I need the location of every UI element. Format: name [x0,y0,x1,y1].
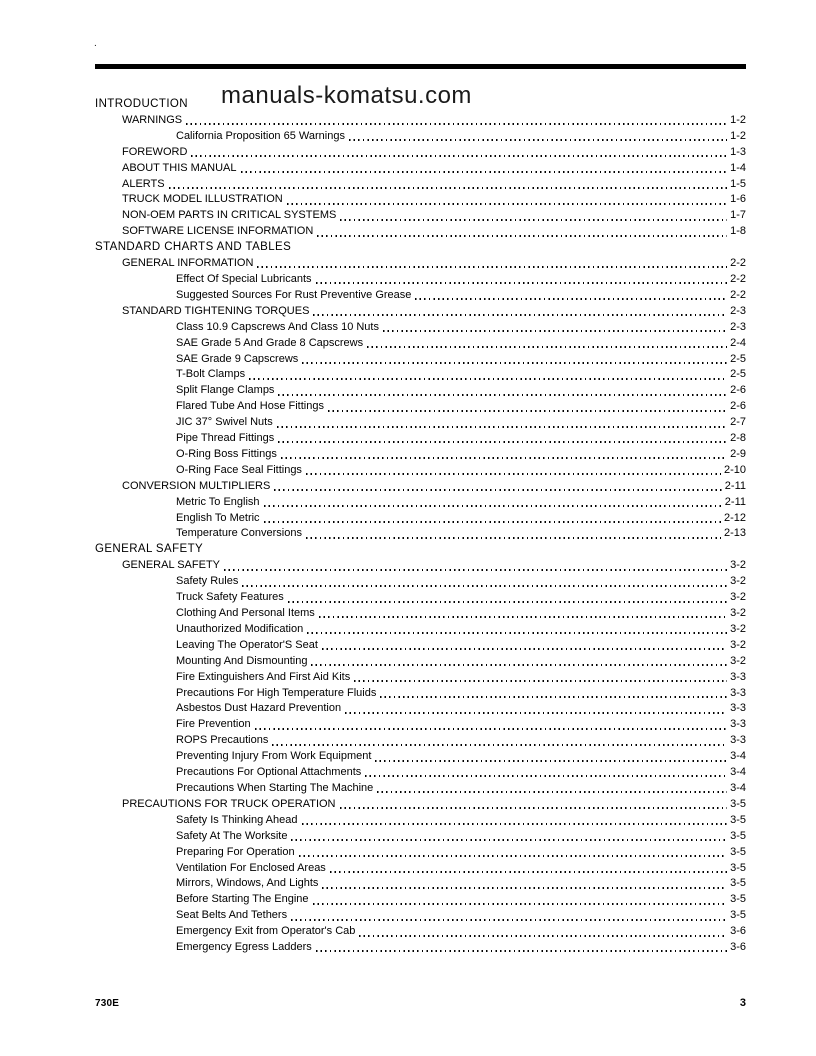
dot-leader [169,187,728,189]
toc-entry-label: California Proposition 65 Warnings [176,129,345,142]
toc-entry [95,399,746,415]
toc-entry [95,829,746,845]
toc-entry-label: Fire Prevention [176,718,251,731]
dot-leader [186,123,727,125]
toc-entry [95,574,746,590]
toc-entry-label: Preparing For Operation [176,845,295,858]
toc-entry [95,304,746,320]
toc [95,97,746,956]
toc-entry-page: 3-4 [730,750,746,763]
toc-entry [95,686,746,702]
toc-entry-page: 2-3 [730,320,746,333]
dot-leader [322,648,727,650]
toc-entry-page: 3-4 [730,781,746,794]
dot-leader [287,203,727,205]
toc-entry-page: 2-2 [730,288,746,301]
toc-entry-label: Suggested Sources For Rust Preventive Grease [176,288,412,301]
toc-entry-page: 2-2 [730,272,746,285]
toc-entry [95,733,746,749]
toc-entry [95,797,746,813]
toc-entry-label: O-Ring Boss Fittings [176,447,277,460]
dot-leader [316,282,728,284]
toc-entry-label: Split Flange Clamps [176,384,275,397]
toc-entry-label: Fire Extinguishers And First Aid Kits [176,670,351,683]
dot-leader [365,775,727,777]
toc-entry-page: 3-3 [730,718,746,731]
toc-entry-page: 2-11 [724,495,746,508]
toc-entry [95,256,746,272]
toc-entry [95,336,746,352]
toc-entry [95,876,746,892]
dot-leader [307,632,727,634]
toc-entry-page: 2-5 [730,352,746,365]
dot-leader [380,696,727,698]
toc-entry-label: Precautions When Starting The Machine [176,781,374,794]
toc-entry-label: O-Ring Face Seal Fittings [176,463,302,476]
toc-entry [95,511,746,527]
toc-entry-label: GENERAL INFORMATION [122,257,254,270]
toc-entry [95,367,746,383]
toc-entry [95,383,746,399]
toc-entry [95,288,746,304]
toc-entry-label: SOFTWARE LICENSE INFORMATION [122,225,314,238]
toc-entry [95,892,746,908]
toc-entry [95,908,746,924]
toc-entry-page: 3-2 [730,638,746,651]
watermark-text: manuals-komatsu.com [221,82,472,109]
toc-section-heading [95,97,746,113]
toc-entry-page: 3-2 [730,622,746,635]
dot-leader [377,791,727,793]
dot-leader [316,950,727,952]
dot-leader [317,235,727,237]
toc-entry [95,177,746,193]
dot-leader [257,266,727,268]
dot-leader [375,760,727,762]
dot-leader [249,378,727,380]
toc-entry-label: ALERTS [122,177,165,190]
toc-entry-page: 1-2 [730,113,746,126]
toc-entry-label: ABOUT THIS MANUAL [122,161,237,174]
toc-entry-label: Safety Rules [176,575,239,588]
toc-entry [95,145,746,161]
toc-entry [95,272,746,288]
toc-entry-page: 3-6 [730,941,746,954]
toc-entry-page: 3-2 [730,607,746,619]
toc-entry-label: Effect Of Special Lubricants [176,272,312,285]
toc-entry-label: English To Metric [176,511,260,524]
toc-entry [95,431,746,447]
toc-entry-page: 3-3 [730,734,746,747]
toc-entry [95,224,746,240]
toc-entry [95,781,746,797]
toc-entry [95,192,746,208]
toc-entry-page: 3-5 [730,813,746,826]
dot-leader [274,489,721,491]
toc-entry [95,352,746,368]
toc-entry-label: PRECAUTIONS FOR TRUCK OPERATION [122,797,336,810]
dot-leader [319,616,727,618]
toc-entry-label: TRUCK MODEL ILLUSTRATION [122,193,283,206]
toc-entry [95,558,746,574]
toc-entry-label: Unauthorized Modification [176,622,304,635]
toc-entry [95,924,746,940]
toc-entry-label: SAE Grade 5 And Grade 8 Capscrews [176,336,364,349]
toc-entry [95,479,746,495]
toc-entry-label: WARNINGS [122,113,183,126]
toc-entry [95,129,746,145]
toc-entry [95,463,746,479]
dot-leader [191,155,727,157]
toc-entry-page: 3-5 [730,845,746,858]
toc-entry [95,765,746,781]
toc-section-title: STANDARD CHARTS AND TABLES [95,241,292,254]
toc-entry-label: JIC 37° Swivel Nuts [176,416,273,429]
toc-entry-label: FOREWORD [122,145,188,158]
dot-leader [415,298,727,300]
dot-leader [264,521,721,523]
toc-entry [95,670,746,686]
dot-leader [291,839,727,841]
footer-page-number: 3 [739,997,746,1009]
dot-leader [311,664,727,666]
toc-entry-page: 1-3 [730,145,746,158]
toc-entry-label: Safety Is Thinking Ahead [176,813,298,826]
toc-section-heading [95,542,746,558]
toc-entry [95,495,746,511]
toc-entry-label: Mounting And Dismounting [176,654,308,667]
toc-entry [95,320,746,336]
toc-entry-label: T-Bolt Clamps [176,368,246,381]
toc-section-title: GENERAL SAFETY [95,543,204,556]
dot-leader [242,585,727,587]
dot-leader [340,807,728,809]
toc-entry [95,749,746,765]
toc-entry-label: Seat Belts And Tethers [176,909,288,922]
dot-leader [328,410,727,412]
page-footer [95,997,746,1009]
toc-entry-page: 2-6 [730,400,746,413]
toc-section-title: INTRODUCTION [95,98,188,110]
dot-leader [241,171,728,173]
dot-leader [302,362,727,364]
dot-leader [278,441,727,443]
toc-entry [95,861,746,877]
toc-entry-page: 3-5 [730,861,746,874]
toc-entry-page: 2-4 [730,336,746,349]
dot-leader [340,219,727,221]
toc-entry-page: 3-6 [730,925,746,938]
toc-entry-label: Before Starting The Engine [176,893,309,906]
toc-entry-label: SAE Grade 9 Capscrews [176,352,299,365]
toc-entry-label: Flared Tube And Hose Fittings [176,400,324,413]
header-rule [95,64,746,69]
toc-section-heading [95,240,746,256]
toc-entry-page: 3-2 [730,575,746,588]
toc-entry-label: Temperature Conversions [176,527,302,540]
toc-entry-label: Class 10.9 Capscrews And Class 10 Nuts [176,320,379,333]
toc-entry-label: Mirrors, Windows, And Lights [176,877,319,890]
toc-entry-page: 3-5 [730,877,746,890]
toc-entry-page: 3-2 [730,654,746,667]
toc-entry-label: Precautions For Optional Attachments [176,766,362,779]
toc-entry-page: 2-12 [723,511,746,524]
toc-entry [95,654,746,670]
toc-entry [95,622,746,638]
toc-entry-page: 3-2 [730,559,746,572]
dot-leader [354,680,727,682]
stray-dot-mark: . [94,38,97,49]
toc-entry-label: Pipe Thread Fittings [176,432,275,445]
toc-entry-label: NON-OEM PARTS IN CRITICAL SYSTEMS [122,209,337,222]
toc-entry-page: 2-7 [730,416,746,429]
dot-leader [359,935,727,937]
toc-entry-page: 2-9 [730,447,746,460]
dot-leader [345,712,727,714]
dot-leader [306,537,721,539]
toc-entry-page: 2-3 [730,304,746,317]
dot-leader [313,314,727,316]
toc-entry-page: 2-8 [730,432,746,445]
toc-entry-page: 1-7 [730,209,746,222]
dot-leader [281,457,727,459]
toc-entry-page: 2-13 [723,527,746,540]
toc-entry [95,113,746,129]
toc-entry-label: Truck Safety Features [176,591,284,604]
toc-entry [95,415,746,431]
toc-entry-page: 3-5 [730,797,746,810]
toc-entry [95,940,746,956]
toc-entry-label: GENERAL SAFETY [122,559,221,572]
dot-leader [288,601,727,603]
toc-entry-page: 2-6 [730,384,746,397]
toc-entry-page: 1-2 [730,129,746,142]
toc-entry-label: Ventilation For Enclosed Areas [176,861,326,874]
dot-leader [264,505,722,507]
toc-entry-page: 2-2 [730,257,746,270]
toc-entry-page: 3-4 [730,766,746,779]
dot-leader [313,903,728,905]
toc-entry [95,638,746,654]
toc-entry-label: Safety At The Worksite [176,829,288,842]
toc-entry [95,701,746,717]
toc-entry [95,813,746,829]
toc-entry [95,447,746,463]
toc-entry-label: Asbestos Dust Hazard Prevention [176,702,342,715]
toc-entry-page: 3-3 [730,686,746,699]
toc-entry [95,717,746,733]
toc-entry-label: Preventing Injury From Work Equipment [176,750,372,763]
toc-entry-label: Metric To English [176,495,260,508]
dot-leader [291,919,727,921]
toc-entry-label: Emergency Exit from Operator's Cab [176,925,356,938]
toc-entry-page: 1-5 [730,177,746,190]
toc-entry-page: 2-11 [724,479,746,492]
toc-entry-label: ROPS Precautions [176,734,269,747]
toc-entry-page: 1-6 [730,193,746,206]
toc-entry-page: 3-5 [730,829,746,842]
toc-entry [95,208,746,224]
toc-entry-page: 3-3 [730,702,746,715]
toc-entry-page: 1-4 [730,161,746,174]
dot-leader [272,744,727,746]
toc-entry-label: STANDARD TIGHTENING TORQUES [122,304,310,317]
toc-entry-page: 3-2 [730,591,746,604]
toc-entry-page: 3-5 [730,909,746,922]
dot-leader [299,855,727,857]
toc-entry-label: Clothing And Personal Items [176,607,315,619]
toc-entry [95,526,746,542]
toc-entry-page: 2-5 [730,368,746,381]
dot-leader [278,394,727,396]
dot-leader [302,823,728,825]
toc-entry-page: 3-3 [730,670,746,683]
toc-entry [95,845,746,861]
dot-leader [277,426,727,428]
dot-leader [383,330,727,332]
toc-entry-page: 2-10 [723,463,746,476]
dot-leader [330,871,727,873]
toc-entry [95,161,746,177]
footer-model-number: 730E [95,998,120,1009]
dot-leader [224,569,727,571]
dot-leader [255,728,728,730]
dot-leader [367,346,727,348]
toc-entry-label: CONVERSION MULTIPLIERS [122,479,271,492]
toc-entry [95,590,746,606]
toc-entry-label: Precautions For High Temperature Fluids [176,686,377,699]
toc-entry [95,606,746,622]
dot-leader [349,139,727,141]
toc-entry-label: Emergency Egress Ladders [176,941,312,954]
toc-entry-page: 1-8 [730,225,746,238]
toc-entry-page: 3-5 [730,893,746,906]
dot-leader [306,473,721,475]
toc-entry-label: Leaving The Operator'S Seat [176,638,318,651]
dot-leader [322,887,727,889]
